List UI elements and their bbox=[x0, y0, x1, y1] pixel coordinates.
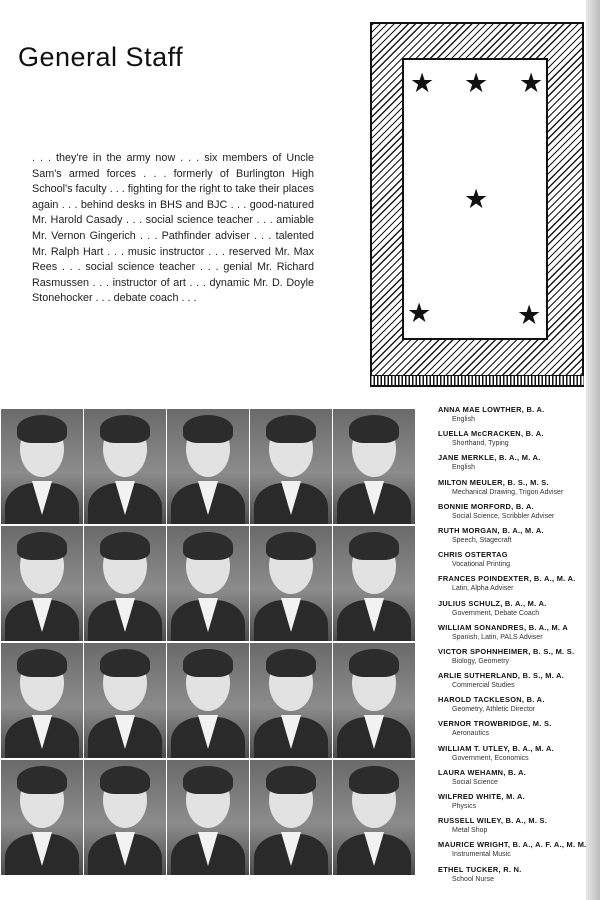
portrait-photo bbox=[84, 409, 166, 524]
portrait-photo bbox=[333, 760, 415, 875]
staff-name: JULIUS SCHULZ, B. A., M. A. bbox=[438, 598, 547, 608]
staff-entry bbox=[438, 478, 598, 502]
portrait-photo bbox=[333, 409, 415, 524]
portrait-photo bbox=[167, 643, 249, 758]
staff-name: HAROLD TACKLESON, B. A. bbox=[438, 695, 545, 705]
star-icon: ★ bbox=[517, 300, 542, 331]
staff-entry bbox=[438, 744, 598, 768]
portrait-photo bbox=[84, 643, 166, 758]
portrait-photo bbox=[250, 526, 332, 641]
portrait-photo bbox=[167, 409, 249, 524]
portrait-photo bbox=[250, 409, 332, 524]
staff-role: Mechanical Drawing, Trigon Adviser bbox=[452, 488, 564, 496]
star-icon: ★ bbox=[410, 68, 435, 99]
staff-entry bbox=[438, 768, 598, 792]
staff-entry bbox=[438, 840, 598, 864]
staff-entry bbox=[438, 453, 598, 477]
staff-role: Metal Shop bbox=[452, 827, 488, 835]
portrait-photo bbox=[1, 526, 83, 641]
staff-entry bbox=[438, 671, 598, 695]
portrait-photo bbox=[84, 526, 166, 641]
staff-role: Biology, Geometry bbox=[452, 657, 510, 665]
staff-entry bbox=[438, 405, 598, 429]
staff-entry bbox=[438, 550, 598, 574]
staff-role: Latin, Alpha Adviser bbox=[452, 585, 514, 593]
staff-name: LAURA WEHAMN, B. A. bbox=[438, 767, 527, 777]
staff-name: WILFRED WHITE, M. A. bbox=[438, 792, 526, 801]
staff-role: Physics bbox=[452, 803, 477, 810]
staff-name: MAURICE WRIGHT, B. A., A. F. A., M. M. bbox=[438, 840, 587, 850]
star-icon: ★ bbox=[519, 68, 544, 99]
staff-entry bbox=[438, 574, 598, 598]
staff-name: VICTOR SPOHNHEIMER, B. S., M. S. bbox=[438, 646, 575, 656]
staff-name: WILLIAM SONANDRES, B. A., M. A bbox=[438, 622, 568, 632]
staff-role: Instrumental Music bbox=[452, 851, 511, 859]
staff-role: School Nurse bbox=[452, 875, 495, 883]
staff-role: Commercial Studies bbox=[452, 682, 515, 690]
portrait-photo bbox=[333, 643, 415, 758]
staff-role: Government, Economics bbox=[452, 754, 529, 762]
portrait-photo bbox=[1, 760, 83, 875]
portrait-photo bbox=[167, 760, 249, 875]
staff-name: ARLIE SUTHERLAND, B. S., M. A. bbox=[438, 671, 565, 681]
staff-entry bbox=[438, 623, 598, 647]
portrait-photo bbox=[333, 526, 415, 641]
service-flag-fringe bbox=[370, 376, 584, 387]
staff-entry bbox=[438, 429, 598, 453]
staff-name: CHRIS OSTERTAG bbox=[438, 550, 508, 560]
staff-name: VERNOR TROWBRIDGE, M. S. bbox=[438, 719, 552, 729]
staff-role: Social Science, Scribbler Adviser bbox=[452, 512, 555, 520]
staff-role: Aeronautics bbox=[452, 730, 489, 738]
staff-name: BONNIE MORFORD, B. A. bbox=[438, 501, 534, 511]
intro-paragraph: . . . they're in the army now . . . six members of Uncle Sam's armed forces . . . formerly of Burlington High School's faculty . . . fighting for the right to take their places again . . . behind desks in BHS and BJC . . . good-natured Mr. Harold Casady . . . social science teacher . . . amiable Mr. Vernon Gingerich . . . Pathfinder adviser . . . talented Mr. Ralph Hart . . . music instructor . . . reserved Mr. Max Rees . . . social science teacher . . . genial Mr. Richard Rasmussen . . . instructor of art . . . dynamic Mr. D. Doyle Stonehocker . . . debate coach . . . bbox=[32, 152, 314, 305]
staff-entry bbox=[438, 695, 598, 719]
staff-role: English bbox=[452, 464, 475, 472]
staff-name: LUELLA McCRACKEN, B. A. bbox=[438, 429, 544, 439]
staff-role: English bbox=[452, 416, 475, 423]
staff-role: Speech, Stagecraft bbox=[452, 536, 512, 544]
staff-entry bbox=[438, 792, 598, 816]
staff-entry bbox=[438, 526, 598, 550]
staff-role: Geometry, Athletic Director bbox=[452, 706, 536, 714]
staff-name: FRANCES POINDEXTER, B. A., M. A. bbox=[438, 574, 576, 584]
staff-entry bbox=[438, 865, 598, 889]
staff-role: Social Science bbox=[452, 778, 498, 786]
staff-entry bbox=[438, 719, 598, 743]
portrait-photo bbox=[250, 760, 332, 875]
staff-role: Vocational Printing bbox=[452, 561, 510, 569]
page-title: General Staff bbox=[18, 42, 184, 72]
staff-entry bbox=[438, 599, 598, 623]
star-icon: ★ bbox=[464, 68, 489, 99]
staff-name: ANNA MAE LOWTHER, B. A. bbox=[438, 405, 545, 414]
staff-name: WILLIAM T. UTLEY, B. A., M. A. bbox=[438, 743, 555, 753]
staff-role: Spanish, Latin, PALS Adviser bbox=[452, 633, 543, 641]
portrait-photo bbox=[84, 760, 166, 875]
staff-name: ETHEL TUCKER, R. N. bbox=[438, 864, 522, 874]
star-icon: ★ bbox=[407, 298, 432, 329]
portrait-photo bbox=[167, 526, 249, 641]
staff-entry bbox=[438, 502, 598, 526]
staff-entry bbox=[438, 816, 598, 840]
portrait-photo bbox=[1, 643, 83, 758]
star-icon: ★ bbox=[464, 184, 489, 215]
staff-name: JANE MERKLE, B. A., M. A. bbox=[438, 453, 541, 463]
staff-name: MILTON MEULER, B. S., M. S. bbox=[438, 477, 549, 487]
staff-list bbox=[438, 405, 598, 889]
staff-role: Shorthand, Typing bbox=[452, 440, 509, 448]
portrait-photo bbox=[1, 409, 83, 524]
portrait-photo bbox=[250, 643, 332, 758]
staff-name: RUTH MORGAN, B. A., M. A. bbox=[438, 525, 544, 535]
staff-name: RUSSELL WILEY, B. A., M. S. bbox=[438, 816, 548, 826]
staff-role: Government, Debate Coach bbox=[452, 609, 540, 617]
staff-entry bbox=[438, 647, 598, 671]
